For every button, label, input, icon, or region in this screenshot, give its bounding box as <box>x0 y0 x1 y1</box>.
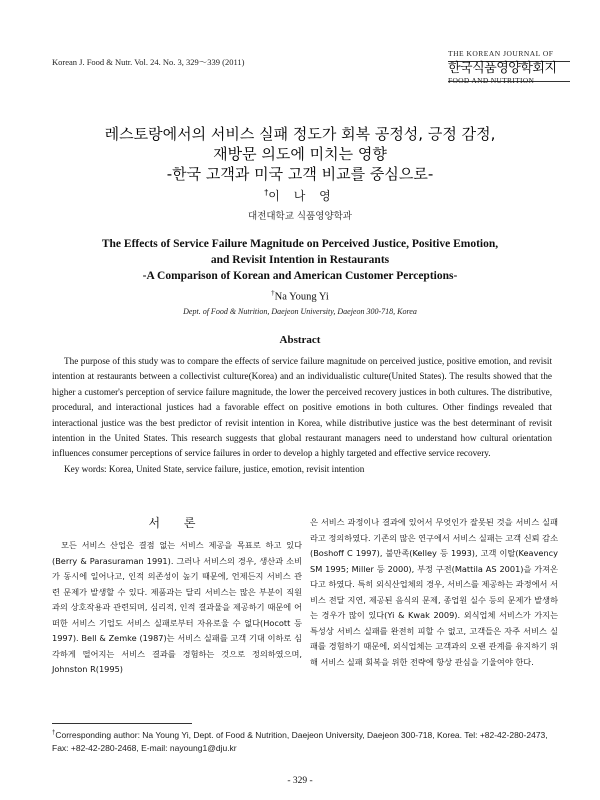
footnote-dagger: † <box>52 730 56 736</box>
english-affiliation: Dept. of Food & Nutrition, Daejeon University, Daejeon 300-718, Korea <box>183 307 417 316</box>
korean-author-name: 이 나 영 <box>268 189 336 203</box>
english-title-line-1: The Effects of Service Failure Magnitude on Perceived Justice, Positive Emotion, <box>101 238 499 250</box>
journal-name-ko: 한국식품영양학회지 <box>448 59 557 75</box>
journal-citation: Korean J. Food & Nutr. Vol. 24. No. 3, 329～339 (2011) <box>52 57 245 67</box>
korean-affiliation: 대전대학교 식품영양학과 <box>248 211 352 222</box>
korean-title-line-3: -한국 고객과 미국 고객 비교를 중심으로- <box>166 165 434 183</box>
english-title-line-2: and Revisit Intention in Restaurants <box>210 254 390 266</box>
korean-title-line-1: 레스토랑에서의 서비스 실패 정도가 회복 공정성, 긍정 감정, <box>104 125 496 143</box>
page-number: - 329 - <box>287 776 313 786</box>
english-author-name: Na Young Yi <box>274 291 329 303</box>
author-dagger-en: † <box>271 289 275 297</box>
abstract-heading: Abstract <box>279 334 321 346</box>
footnote-text: Corresponding author: Na Young Yi, Dept. of Food & Nutrition, Daejeon University, Daejeon 300-718, Korea. Tel: +82-42-280-2473, Fax: +82-42-280-2468, E-mail: nayoung1@dju.kr <box>52 729 548 753</box>
intro-paragraph-left: 모든 서비스 산업은 결점 없는 서비스 제공을 목표로 하고 있다(Berry & Parasuraman 1991). 그러나 서비스의 경우, 생산과 소비가 동시에 일어나고, 인적 의존성이 높기 때문에, 언제든지 서비스 관련 문제가 발생할 수 있다. 제품과는 달리 서비스는 많은 부분이 직원과의 상호작용과 관련되며, 심리적, 인적 결과물을 제공하기 때문에 어떠한 서비스 기업도 서비스 실패로부터 자유로울 수 없다(Hocott 등 1997). Bell & Zemke (1987)는 서비스 실패를 고객 기대 이하로 심각하게 떨어지는 서비스 결과를 경험하는 것으로 정의하였으며, Johnston R(1995) <box>52 540 302 674</box>
journal-logo <box>448 50 568 84</box>
korean-author <box>0 187 600 204</box>
intro-paragraph-right: 은 서비스 과정이나 결과에 있어서 무엇인가 잘못된 것을 서비스 실패라고 정의하였다. 기존의 많은 연구에서 서비스 실패는 고객 신뢰 감소(Boshoff C 1997), 불만족(Kelley 등 1993), 고객 이탈(Keavency SM 1995; Miller 등 2000), 부정 구전(Mattila AS 2001)을 가져온다고 하였다. 특히 외식산업체의 경우, 서비스를 제공하는 과정에서 서비스 전달 지연, 제공된 음식의 문제, 종업원 실수 등의 문제가 발생하는 경우가 많이 있다(Yi & Kwak 2009). 외식업체 서비스가 가지는 특성상 서비스 실패를 완전히 피할 수 없고, 고객들은 자주 서비스 실패를 경험하기 때문에, 외식업체는 고객과의 오랜 관계를 유지하기 위해 서비스 실패 회복을 위한 전략에 항상 관심을 기울여야 한다. <box>310 517 558 667</box>
english-author <box>0 289 600 303</box>
english-title-line-3: -A Comparison of Korean and American Customer Perceptions- <box>142 270 458 282</box>
keywords: Key words: Korea, United State, service failure, justice, emotion, revisit intention <box>64 464 365 474</box>
intro-column-right <box>310 515 558 670</box>
korean-title-line-2: 재방문 의도에 미치는 영향 <box>213 145 387 163</box>
corresponding-author-footnote <box>52 727 558 755</box>
footnote-rule <box>52 723 192 724</box>
abstract-body <box>52 354 552 462</box>
section-heading-introduction: 서 론 <box>148 516 206 530</box>
journal-name-en: THE KOREAN JOURNAL OF <box>448 49 554 58</box>
intro-column-left <box>52 538 302 678</box>
journal-name-sub: FOOD AND NUTRITION <box>448 75 535 85</box>
abstract-paragraph: The purpose of this study was to compare the effects of service failure magnitude on perceived justice, positive emotion, and revisit intention at restaurants between a collectivist culture(Korea) and an individualistic culture(United States). The results showed that the higher a customer's perception of service failure magnitude, the lower the perceived recovery justices in both cultures. The distributive, procedural, and interactional justices had a favorable effect on positive emotions in both cultures. Other findings revealed that interactional justice was the best predictor of revisit intention in Korea, while distributive justice was the best determinant of revisit intention in the United States. This research suggests that global restaurant managers need to understand how cultural orientation influences consumer perceptions of service failures in order to develop a highly targeted and effective service recovery. <box>52 356 552 459</box>
author-dagger: † <box>264 188 269 197</box>
